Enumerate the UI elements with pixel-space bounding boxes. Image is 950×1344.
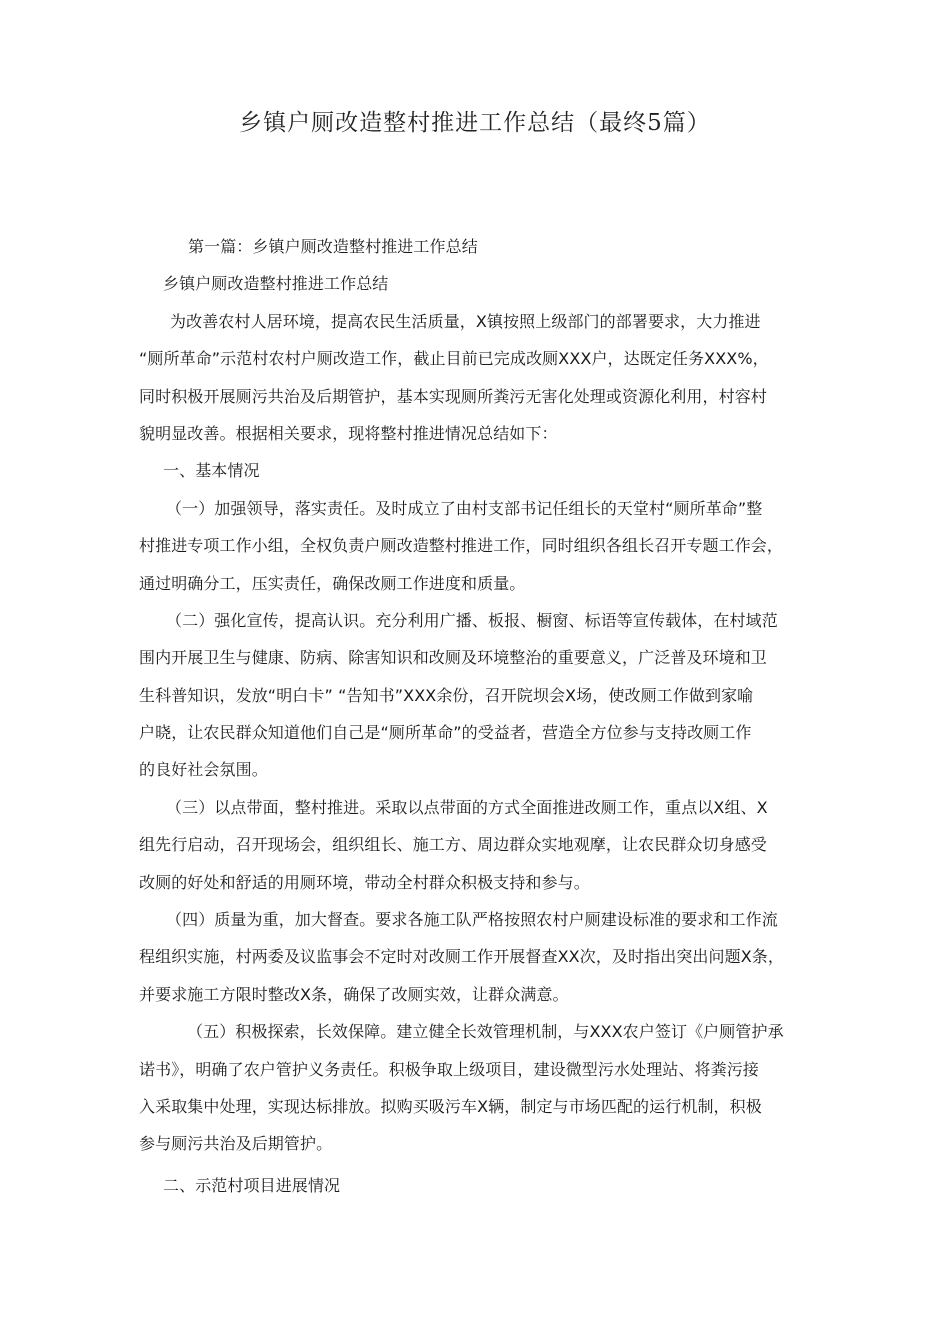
paragraph-line: （三）以点带面，整村推进。采取以点带面的方式全面推进改厕工作，重点以X组、X (166, 797, 768, 817)
paragraph-line: 户晓，让农民群众知道他们自己是“厕所革命”的受益者，营造全方位参与支持改厕工作 (139, 723, 752, 743)
paragraph-line: 入采取集中处理，实现达标排放。拟购买吸污车X辆，制定与市场匹配的运行机制，积极 (139, 1096, 762, 1116)
document-body (139, 228, 819, 1204)
paragraph-line: “厕所革命”示范村农村户厕改造工作，截止目前已完成改厕XXX户，达既定任务XXX%， (139, 349, 769, 369)
paragraph-line: 诺书》，明确了农户管护义务责任。积极争取上级项目，建设微型污水处理站、将粪污接 (139, 1059, 759, 1079)
paragraph-line: 同时积极开展厕污共治及后期管护，基本实现厕所粪污无害化处理或资源化利用，村容村 (139, 386, 767, 406)
article-heading: 乡镇户厕改造整村推进工作总结 (163, 274, 389, 294)
paragraph-line: 并要求施工方限时整改X条，确保了改厕实效，让群众满意。 (139, 984, 569, 1004)
document-title: 乡镇户厕改造整村推进工作总结（最终5篇） (239, 110, 711, 136)
section-heading: 二、示范村项目进展情况 (163, 1175, 341, 1195)
paragraph-line: 改厕的好处和舒适的用厕环境，带动全村群众积极支持和参与。 (139, 872, 590, 892)
paragraph-line: 参与厕污共治及后期管护。 (139, 1134, 333, 1154)
paragraph-line: 程组织实施，村两委及议监事会不定时对改厕工作开展督查XX次，及时指出突出问题X条， (139, 947, 784, 967)
paragraph-line: 通过明确分工，压实责任，确保改厕工作进度和质量。 (139, 573, 526, 593)
chapter-heading: 第一篇：乡镇户厕改造整村推进工作总结 (188, 237, 478, 256)
paragraph-line: 村推进专项工作小组，全权负责户厕改造整村推进工作，同时组织各组长召开专题工作会， (139, 536, 784, 556)
paragraph-line: （四）质量为重，加大督查。要求各施工队严格按照农村户厕建设标准的要求和工作流 (166, 910, 778, 930)
paragraph-line: 貌明显改善。根据相关要求，现将整村推进情况总结如下： (139, 423, 558, 443)
paragraph-line: 围内开展卫生与健康、防病、除害知识和改厕及环境整治的重要意义，广泛普及环境和卫 (139, 648, 767, 668)
paragraph-line: 组先行启动，召开现场会，组织组长、施工方、周边群众实地观摩，让农民群众切身感受 (139, 835, 767, 855)
paragraph-line: （二）强化宣传，提高认识。充分利用广播、板报、橱窗、标语等宣传载体，在村域范 (166, 610, 778, 630)
paragraph-line: （一）加强领导，落实责任。及时成立了由村支部书记任组长的天堂村“厕所革命”整 (166, 498, 763, 518)
paragraph-line: （五）积极探索，长效保障。建立健全长效管理机制，与XXX农户签订《户厕管护承 (187, 1022, 784, 1042)
paragraph-line: 为改善农村人居环境，提高农民生活质量，X镇按照上级部门的部署要求，大力推进 (170, 311, 761, 331)
section-heading: 一、基本情况 (163, 461, 260, 481)
paragraph-line: 生科普知识，发放“明白卡” “告知书”XXX余份，召开院坝会X场，使改厕工作做到家喻 (139, 685, 754, 705)
paragraph-line: 的良好社会氛围。 (139, 760, 268, 780)
